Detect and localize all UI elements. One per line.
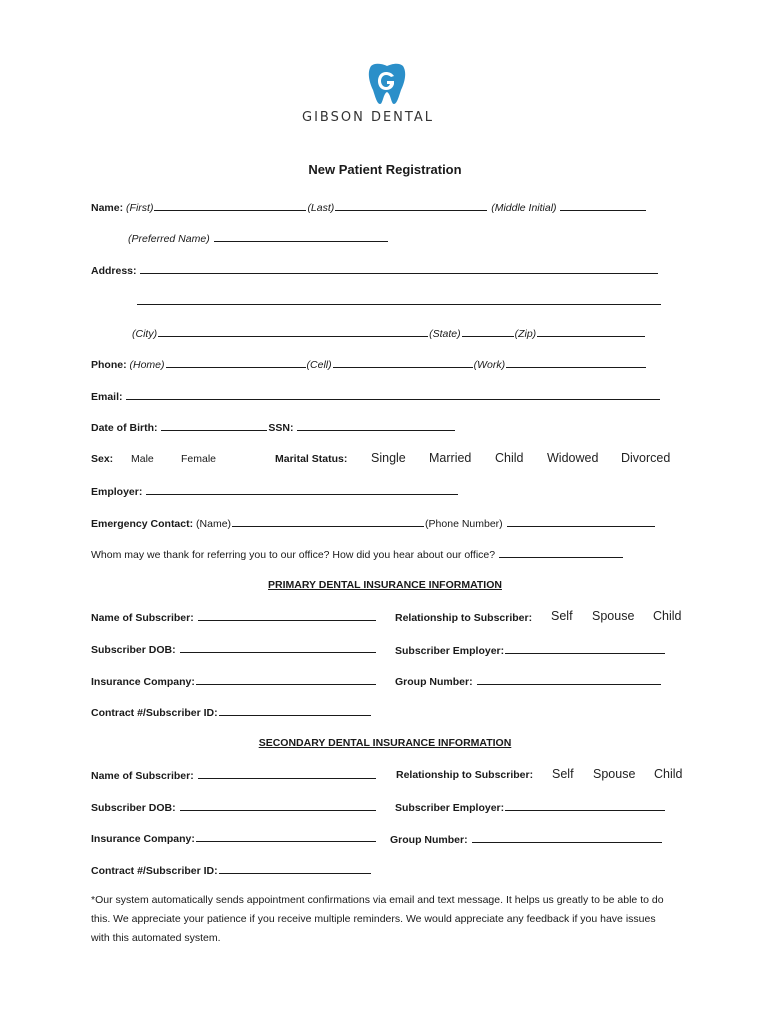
primary-subscriber-row bbox=[91, 610, 377, 625]
name-row bbox=[91, 200, 647, 215]
primary-relationship-spouse[interactable]: Spouse bbox=[592, 609, 635, 623]
work-phone-field[interactable] bbox=[506, 357, 646, 368]
sex-option-male[interactable]: Male bbox=[131, 453, 154, 465]
primary-group-number-field[interactable] bbox=[477, 674, 661, 685]
secondary-subscriber-dob-label: Subscriber DOB: bbox=[91, 802, 176, 814]
secondary-relationship-self[interactable]: Self bbox=[552, 767, 574, 781]
address-line2-field[interactable] bbox=[137, 294, 661, 305]
first-name-field[interactable] bbox=[154, 200, 306, 211]
marital-option-single[interactable]: Single bbox=[371, 451, 406, 465]
secondary-relationship-spouse[interactable]: Spouse bbox=[593, 767, 636, 781]
employer-field[interactable] bbox=[146, 484, 458, 495]
middle-initial-field[interactable] bbox=[560, 200, 646, 211]
secondary-subscriber-employer-field[interactable] bbox=[505, 800, 665, 811]
primary-dob-row bbox=[91, 642, 377, 657]
home-phone-field[interactable] bbox=[166, 357, 306, 368]
cell-phone-label: (Cell) bbox=[306, 359, 332, 371]
primary-contract-id-field[interactable] bbox=[219, 705, 371, 716]
primary-insurance-title: PRIMARY DENTAL INSURANCE INFORMATION bbox=[268, 579, 502, 591]
referral-field[interactable] bbox=[499, 547, 623, 558]
emergency-phone-label: (Phone Number) bbox=[425, 518, 503, 530]
work-phone-label: (Work) bbox=[473, 359, 506, 371]
secondary-subscriber-name-label: Name of Subscriber: bbox=[91, 770, 194, 782]
email-row bbox=[91, 389, 661, 404]
secondary-relationship-child[interactable]: Child bbox=[654, 767, 683, 781]
secondary-contract-row bbox=[91, 863, 372, 878]
marital-option-widowed[interactable]: Widowed bbox=[547, 451, 599, 465]
referral-question: Whom may we thank for referring you to our office? How did you hear about our office? bbox=[91, 549, 496, 561]
tooth-logo-icon bbox=[367, 62, 407, 106]
last-name-label: (Last) bbox=[307, 202, 335, 214]
cell-phone-field[interactable] bbox=[333, 357, 473, 368]
secondary-dob-row bbox=[91, 800, 377, 815]
secondary-employer-row bbox=[395, 800, 666, 815]
marital-option-married[interactable]: Married bbox=[429, 451, 472, 465]
automated-messages-note: *Our system automatically sends appointment confirmations via email and text message. It helps us greatly to be able to do this. We appreciate your patience if you receive multiple reminders. We would appreciate any feedback if you have issues with this automated system. bbox=[91, 894, 664, 944]
secondary-subscriber-name-field[interactable] bbox=[198, 768, 376, 779]
name-label: Name: bbox=[91, 202, 124, 214]
marital-option-child[interactable]: Child bbox=[495, 451, 524, 465]
emergency-name-field[interactable] bbox=[232, 516, 424, 527]
state-label: (State) bbox=[429, 328, 461, 340]
employer-row bbox=[91, 484, 459, 499]
city-state-zip-row bbox=[132, 326, 646, 341]
primary-subscriber-dob-field[interactable] bbox=[180, 642, 376, 653]
primary-contract-id-label: Contract #/Subscriber ID: bbox=[91, 707, 218, 719]
secondary-insurance-company-field[interactable] bbox=[196, 831, 376, 842]
address-line1-field[interactable] bbox=[140, 263, 658, 274]
emergency-name-label: (Name) bbox=[196, 518, 232, 530]
middle-initial-label: (Middle Initial) bbox=[491, 202, 557, 214]
marital-option-divorced[interactable]: Divorced bbox=[621, 451, 671, 465]
primary-relationship-label: Relationship to Subscriber: bbox=[395, 612, 533, 624]
brand-name: GIBSON DENTAL bbox=[302, 110, 434, 125]
state-field[interactable] bbox=[462, 326, 514, 337]
primary-group-number-row bbox=[395, 674, 662, 689]
employer-label: Employer: bbox=[91, 486, 143, 498]
home-phone-label: (Home) bbox=[129, 359, 165, 371]
form-title: New Patient Registration bbox=[308, 162, 462, 177]
address-label: Address: bbox=[91, 265, 137, 277]
phone-row bbox=[91, 357, 647, 372]
secondary-insurance-company-label: Insurance Company: bbox=[91, 833, 195, 845]
dob-label: Date of Birth: bbox=[91, 422, 158, 434]
email-label: Email: bbox=[91, 391, 123, 403]
primary-subscriber-name-label: Name of Subscriber: bbox=[91, 612, 194, 624]
email-field[interactable] bbox=[126, 389, 660, 400]
primary-insurance-company-label: Insurance Company: bbox=[91, 676, 195, 688]
secondary-subscriber-employer-label: Subscriber Employer: bbox=[395, 802, 505, 814]
ssn-label: SSN: bbox=[268, 422, 294, 434]
sex-label: Sex: bbox=[91, 453, 114, 465]
preferred-name-row bbox=[128, 231, 389, 246]
secondary-subscriber-dob-field[interactable] bbox=[180, 800, 376, 811]
primary-subscriber-name-field[interactable] bbox=[198, 610, 376, 621]
city-field[interactable] bbox=[158, 326, 428, 337]
address-line2-row bbox=[136, 294, 662, 309]
city-label: (City) bbox=[132, 328, 158, 340]
secondary-relationship-label: Relationship to Subscriber: bbox=[396, 769, 534, 781]
secondary-group-number-row bbox=[390, 832, 663, 847]
address-row bbox=[91, 263, 659, 278]
secondary-contract-id-field[interactable] bbox=[219, 863, 371, 874]
secondary-contract-id-label: Contract #/Subscriber ID: bbox=[91, 865, 218, 877]
preferred-name-field[interactable] bbox=[214, 231, 388, 242]
dob-field[interactable] bbox=[161, 420, 267, 431]
primary-group-number-label: Group Number: bbox=[395, 676, 473, 688]
first-name-label: (First) bbox=[126, 202, 154, 214]
primary-subscriber-employer-label: Subscriber Employer: bbox=[395, 645, 505, 657]
secondary-group-number-label: Group Number: bbox=[390, 834, 468, 846]
primary-relationship-child[interactable]: Child bbox=[653, 609, 682, 623]
primary-insurance-company-row bbox=[91, 674, 377, 689]
primary-subscriber-dob-label: Subscriber DOB: bbox=[91, 644, 176, 656]
emergency-contact-row bbox=[91, 516, 656, 531]
last-name-field[interactable] bbox=[335, 200, 487, 211]
phone-label: Phone: bbox=[91, 359, 127, 371]
zip-field[interactable] bbox=[537, 326, 645, 337]
referral-row bbox=[91, 547, 624, 562]
secondary-subscriber-row bbox=[91, 768, 377, 783]
emergency-phone-field[interactable] bbox=[507, 516, 655, 527]
secondary-insurance-title: SECONDARY DENTAL INSURANCE INFORMATION bbox=[258, 737, 512, 749]
primary-employer-row bbox=[395, 643, 666, 658]
emergency-contact-label: Emergency Contact: bbox=[91, 518, 194, 530]
ssn-field[interactable] bbox=[297, 420, 455, 431]
sex-option-female[interactable]: Female bbox=[181, 453, 217, 465]
secondary-insurance-company-row bbox=[91, 831, 377, 846]
primary-contract-row bbox=[91, 705, 372, 720]
primary-subscriber-employer-field[interactable] bbox=[505, 643, 665, 654]
marital-status-label: Marital Status: bbox=[275, 453, 348, 465]
dob-ssn-row bbox=[91, 420, 456, 435]
preferred-name-label: (Preferred Name) bbox=[128, 233, 210, 245]
secondary-group-number-field[interactable] bbox=[472, 832, 662, 843]
primary-relationship-self[interactable]: Self bbox=[551, 609, 573, 623]
primary-insurance-company-field[interactable] bbox=[196, 674, 376, 685]
zip-label: (Zip) bbox=[514, 328, 537, 340]
